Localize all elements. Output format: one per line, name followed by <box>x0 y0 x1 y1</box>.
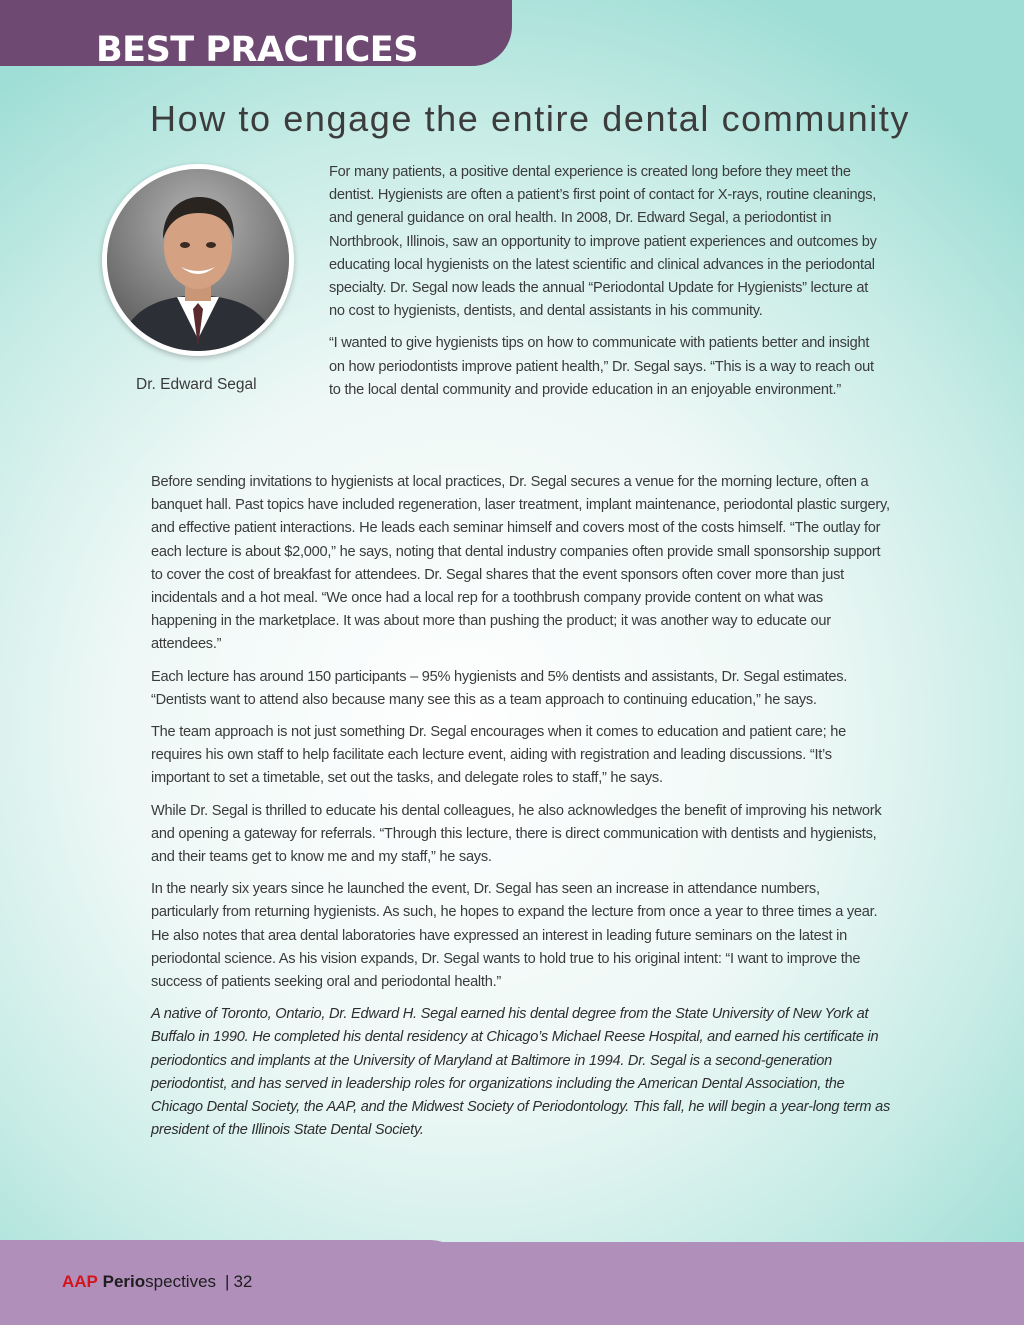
page-number: 32 <box>233 1272 253 1291</box>
brand-perio: Perio <box>102 1272 146 1291</box>
article-body <box>151 471 891 1151</box>
intro-paragraph: For many patients, a positive dental experience is created long before they meet the dentist. Hygienists are often a patient’s first point of contact for X-rays, routine cleanings, and general guidance on oral health. In 2008, Dr. Edward Segal, a periodontist in Northbrook, Illinois, saw an opportunity to improve patient experiences and outcomes by educating local hygienists on the latest scientific and clinical advances in the periodontal specialty. Dr. Segal now leads the annual “Periodontal Update for Hygienists” lecture at no cost to hygienists, dentists, and dental assistants in his community. <box>329 164 877 320</box>
brand-aap: AAP <box>62 1272 98 1291</box>
brand-spectives: spectives <box>145 1272 217 1291</box>
footer-branding <box>62 1272 252 1292</box>
intro-column <box>329 161 879 411</box>
body-paragraph: In the nearly six years since he launched the event, Dr. Segal has seen an increase in attendance numbers, particularly from returning hygienists. As such, he hopes to expand the lecture from once a year to three times a year. He also notes that area dental laboratories have expressed an interest in leading future seminars on the latest in periodontal science. As his vision expands, Dr. Segal wants to hold true to his original intent: “I want to improve the success of patients seeking oral and periodontal health.” <box>151 881 878 991</box>
body-paragraph: The team approach is not just something Dr. Segal encourages when it comes to education and patient care; he requires his own staff to help facilitate each lecture event, aiding with registration and leading discussions. “It’s important to set a timetable, set out the tasks, and delegate roles to staff,” he says. <box>151 724 847 787</box>
author-portrait <box>102 164 294 356</box>
author-bio: A native of Toronto, Ontario, Dr. Edward H. Segal earned his dental degree from the State University of New York at Buffalo in 1990. He completed his dental residency at Chicago’s Michael Reese Hospital, and earned his certificate in periodontics and implants at the University of Maryland at Baltimore in 1994. Dr. Segal is a second-generation periodontist, and has served in leadership roles for organizations including the American Dental Association, the Chicago Dental Society, the AAP, and the Midwest Society of Periodontology. This fall, he will begin a year-long term as president of the Illinois State Dental Society. <box>151 1006 891 1139</box>
section-label: BEST PRACTICES <box>96 30 418 70</box>
body-paragraph: Before sending invitations to hygienists at local practices, Dr. Segal secures a venue for the morning lecture, often a banquet hall. Past topics have included regeneration, laser treatment, implant maintenance, periodontal plastic surgery, and effective patient interactions. He leads each seminar himself and covers most of the costs himself. “The outlay for each lecture is about $2,000,” he says, noting that dental industry companies often provide small sponsorship support to cover the cost of breakfast for attendees. Dr. Segal shares that the event sponsors often cover more than just incidentals and a hot meal. “We once had a local rep for a toothbrush company provide content on what was happening in the marketplace. It was about more than pushing the product; it was another way to educate our attendees.” <box>151 474 890 653</box>
page-separator: | <box>225 1272 230 1291</box>
photo-caption: Dr. Edward Segal <box>136 376 257 393</box>
intro-quote-paragraph: “I wanted to give hygienists tips on how to communicate with patients better and insight on how periodontists improve patient health,” Dr. Segal says. “This is a way to reach out to the local dental community and provide education in an enjoyable environment.” <box>329 335 874 398</box>
body-paragraph: While Dr. Segal is thrilled to educate his dental colleagues, he also acknowledges the benefit of improving his network and opening a gateway for referrals. “Through this lecture, there is direct communication with dentists and hygienists, and their teams get to know me and my staff,” he says. <box>151 802 882 866</box>
body-paragraph: Each lecture has around 150 participants – 95% hygienists and 5% dentists and assistants, Dr. Segal estimates. “Dentists want to attend also because many see this as a team approach to continuing education,” he says. <box>151 668 848 708</box>
portrait-illustration <box>107 169 289 351</box>
article-title: How to engage the entire dental community <box>150 98 911 139</box>
